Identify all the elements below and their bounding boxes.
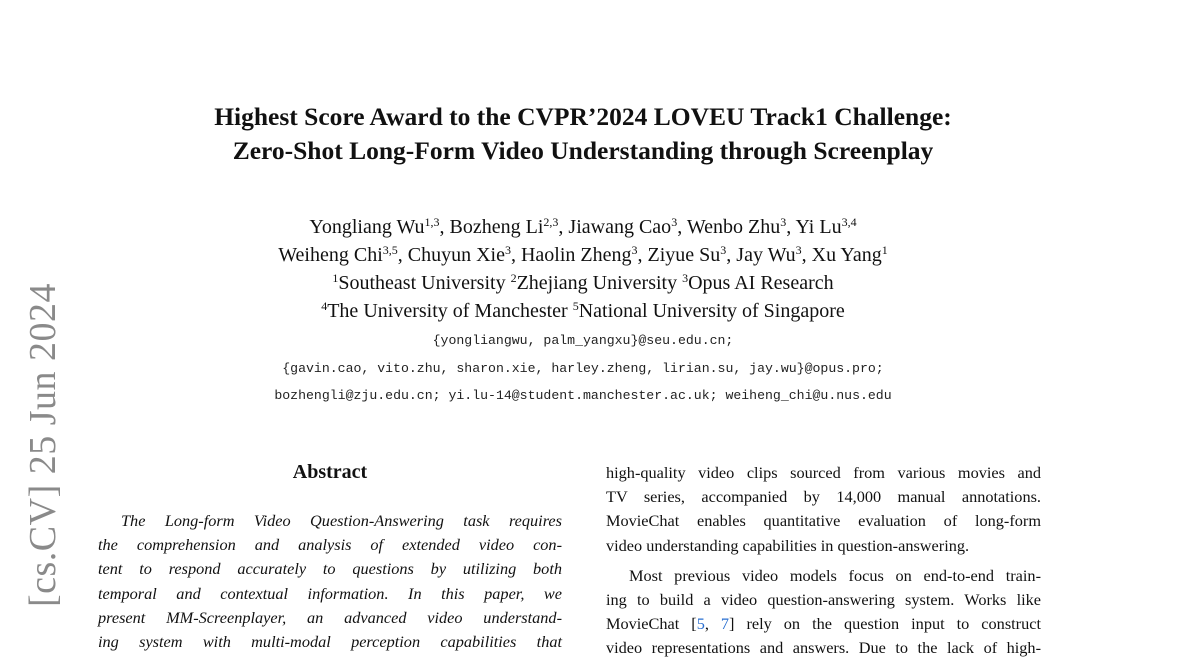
email-line-2: {gavin.cao, vito.zhu, sharon.xie, harley.zheng, lirian.su, jay.wu}@opus.pro;: [282, 360, 884, 376]
author-separator: ,: [397, 244, 408, 266]
author-separator: ,: [801, 244, 812, 266]
author-affil-mark: 3: [795, 243, 802, 257]
affiliation-line-1: [0, 269, 1166, 297]
author-name: Xu Yang: [811, 244, 882, 266]
author-name: Ziyue Su: [647, 244, 721, 266]
affiliation-mark: 2: [510, 271, 517, 285]
author-affil-mark: 3,4: [841, 215, 857, 229]
author-separator: ,: [677, 216, 687, 238]
affiliation-name: Zhejiang University: [516, 272, 678, 294]
body-line: MovieChat enables quantitative evaluation of long-form: [606, 511, 1041, 531]
body-line: Most previous video models focus on end-to-end train-: [629, 565, 1041, 585]
abstract-line: the comprehension and analysis of extended video con-: [98, 535, 562, 555]
author-affil-mark: 3: [720, 243, 727, 257]
body-line: ing to build a video question-answering system. Works like: [606, 590, 1041, 610]
abstract-line: temporal and contextual information. In this paper, we: [98, 583, 562, 603]
author-affil-mark: 1: [881, 243, 888, 257]
affiliation-name: The University of Manchester: [327, 300, 568, 322]
author-name: Jay Wu: [736, 244, 796, 266]
arxiv-side-stamp: [cs.CV] 25 Jun 2024: [22, 282, 64, 607]
author-name: Wenbo Zhu: [686, 216, 781, 238]
title-line-2: Zero-Shot Long-Form Video Understanding through Screenplay: [232, 136, 934, 165]
author-separator: ,: [439, 216, 450, 238]
paper-title: [0, 100, 1166, 168]
author-line-1: [0, 213, 1166, 241]
author-separator: ,: [726, 244, 737, 266]
citation-link[interactable]: 7: [720, 614, 730, 634]
affiliation-mark: 5: [572, 299, 579, 313]
author-separator: ,: [786, 216, 796, 238]
author-name: Yi Lu: [795, 216, 842, 238]
email-line-1: {yongliangwu, palm_yangxu}@seu.edu.cn;: [432, 333, 734, 348]
author-name: Bozheng Li: [449, 216, 544, 238]
abstract-line: ing system with multi-modal perception capabilities that: [98, 632, 562, 652]
abstract-line: tent to respond accurately to questions by utilizing both: [98, 559, 562, 579]
author-name: Haolin Zheng: [520, 244, 632, 266]
author-separator: ,: [637, 244, 648, 266]
abstract-heading: Abstract: [292, 461, 368, 483]
body-text: ,: [704, 614, 721, 634]
author-separator: ,: [558, 216, 569, 238]
author-name: Jiawang Cao: [568, 216, 672, 238]
email-block: [0, 327, 1166, 410]
citation-link[interactable]: 5: [696, 614, 705, 634]
affiliation-line-2: [0, 297, 1166, 325]
author-affil-mark: 1,3: [424, 215, 440, 229]
abstract-body: [98, 509, 562, 654]
author-affil-mark: 3: [631, 243, 638, 257]
author-name: Chuyun Xie: [407, 244, 505, 266]
email-line-3: bozhengli@zju.edu.cn; yi.lu-14@student.manchester.ac.uk; weiheng_chi@u.nus.edu: [274, 388, 892, 403]
body-line: TV series, accompanied by 14,000 manual annotations.: [606, 487, 1041, 507]
affiliation-name: Southeast University: [338, 272, 506, 294]
author-separator: ,: [510, 244, 521, 266]
author-name: Weiheng Chi: [278, 244, 383, 266]
body-line: high-quality video clips sourced from various movies and: [606, 463, 1041, 482]
author-affil-mark: 3: [504, 243, 511, 257]
body-text: MovieChat [: [606, 614, 697, 634]
author-affil-mark: 3: [780, 215, 787, 229]
body-line-with-citations: [606, 612, 1041, 636]
affiliation-name: National University of Singapore: [578, 300, 845, 322]
affiliation-mark: 3: [682, 271, 689, 285]
author-name: Yongliang Wu: [309, 216, 425, 238]
author-affil-mark: 3: [671, 215, 678, 229]
body-line: video representations and answers. Due to the lack of high-: [606, 638, 1041, 658]
author-affil-mark: 3,5: [382, 243, 398, 257]
abstract-line: The Long-form Video Question-Answering task requires: [121, 511, 562, 530]
author-affil-mark: 2,3: [543, 215, 559, 229]
abstract-line: present MM-Screenplayer, an advanced video understand-: [98, 607, 562, 627]
body-text: ] rely on the question input to construct: [729, 614, 1041, 634]
affiliation-mark: 1: [332, 271, 339, 285]
author-line-2: [0, 241, 1166, 269]
body-line: video understanding capabilities in question-answering.: [606, 535, 970, 555]
affiliation-mark: 4: [321, 299, 328, 313]
affiliation-name: Opus AI Research: [688, 272, 834, 294]
title-line-1: Highest Score Award to the CVPR’2024 LOVEU Track1 Challenge:: [214, 102, 952, 131]
author-block: [0, 213, 1166, 325]
right-column-body: [606, 461, 1041, 661]
